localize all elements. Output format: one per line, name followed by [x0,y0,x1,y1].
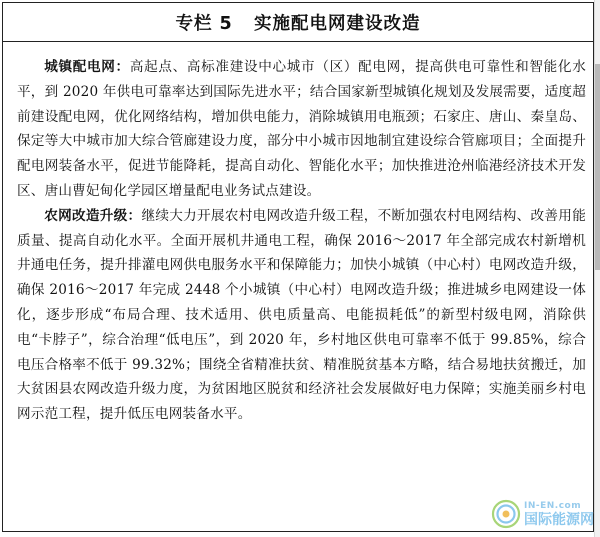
paragraph-text: 高起点、高标准建设中心城市（区）配电网，提高供电可靠性和智能化水平，到 2020 年供电可靠率达到国际先进水平；结合国家新型城镇化规划及发展需要，适度超前建设配电网，优化网络结构，增加供电能力，消除城镇用电瓶颈；石家庄、唐山、秦皇岛、保定等大中城市加大综合管廊建设力度，部分中小城市因地制宜建设综合管廊项目；全面提升配电网装备水平，促进节能降耗，提高自动化、智能化水平；加快推进沧州临港经济技术开发区、唐山曹妃甸化学园区增量配电业务试点建设。 [17,59,586,199]
paragraph-text: 继续大力开展农村电网改造升级工程，不断加强农村电网结构、改善用能质量、提高自动化水平。全面开展机井通电工程，确保 2016～2017 年全部完成农村新增机井通电任务，提升排灌电网供电服务水平和保障能力；加快小城镇（中心村）电网改造升级，确保 2016～2017 年完成 2448 个小城镇（中心村）电网改造升级；推进城乡电网建设一体化，逐步形成“布局合理、技术适用、供电质量高、电能损耗低”的新型村级电网，消除供电“卡脖子”，综合治理“低电压”，到 2020 年，乡村地区供电可靠率不低于 99.85%，综合电压合格率不低于 99.32%；围绕全省精准扶贫、精准脱贫基本方略，结合易地扶贫搬迁，加大贫困县农网改造升级力度，为贫困地区脱贫和经济社会发展做好电力保障；实施美丽乡村电网示范工程，提升低压电网装备水平。 [17,207,586,423]
watermark-en: IN-EN.com [524,500,582,511]
vertical-scrollbar[interactable] [594,0,600,537]
column-box [2,2,594,532]
watermark-cn: 国际能源网 [524,511,594,528]
in-en-logo-icon [491,499,521,529]
watermark [491,499,594,529]
paragraph-urban-grid [17,55,586,204]
paragraph-lead: 农网改造升级： [44,207,142,224]
column-title-bar [3,3,593,42]
scrollbar-thumb[interactable] [595,64,600,270]
paragraph-rural-grid [17,204,586,427]
column-body [3,42,593,427]
watermark-text [524,502,594,527]
paragraph-lead: 城镇配电网： [44,59,130,75]
column-title: 专栏 5 实施配电网建设改造 [175,13,421,34]
